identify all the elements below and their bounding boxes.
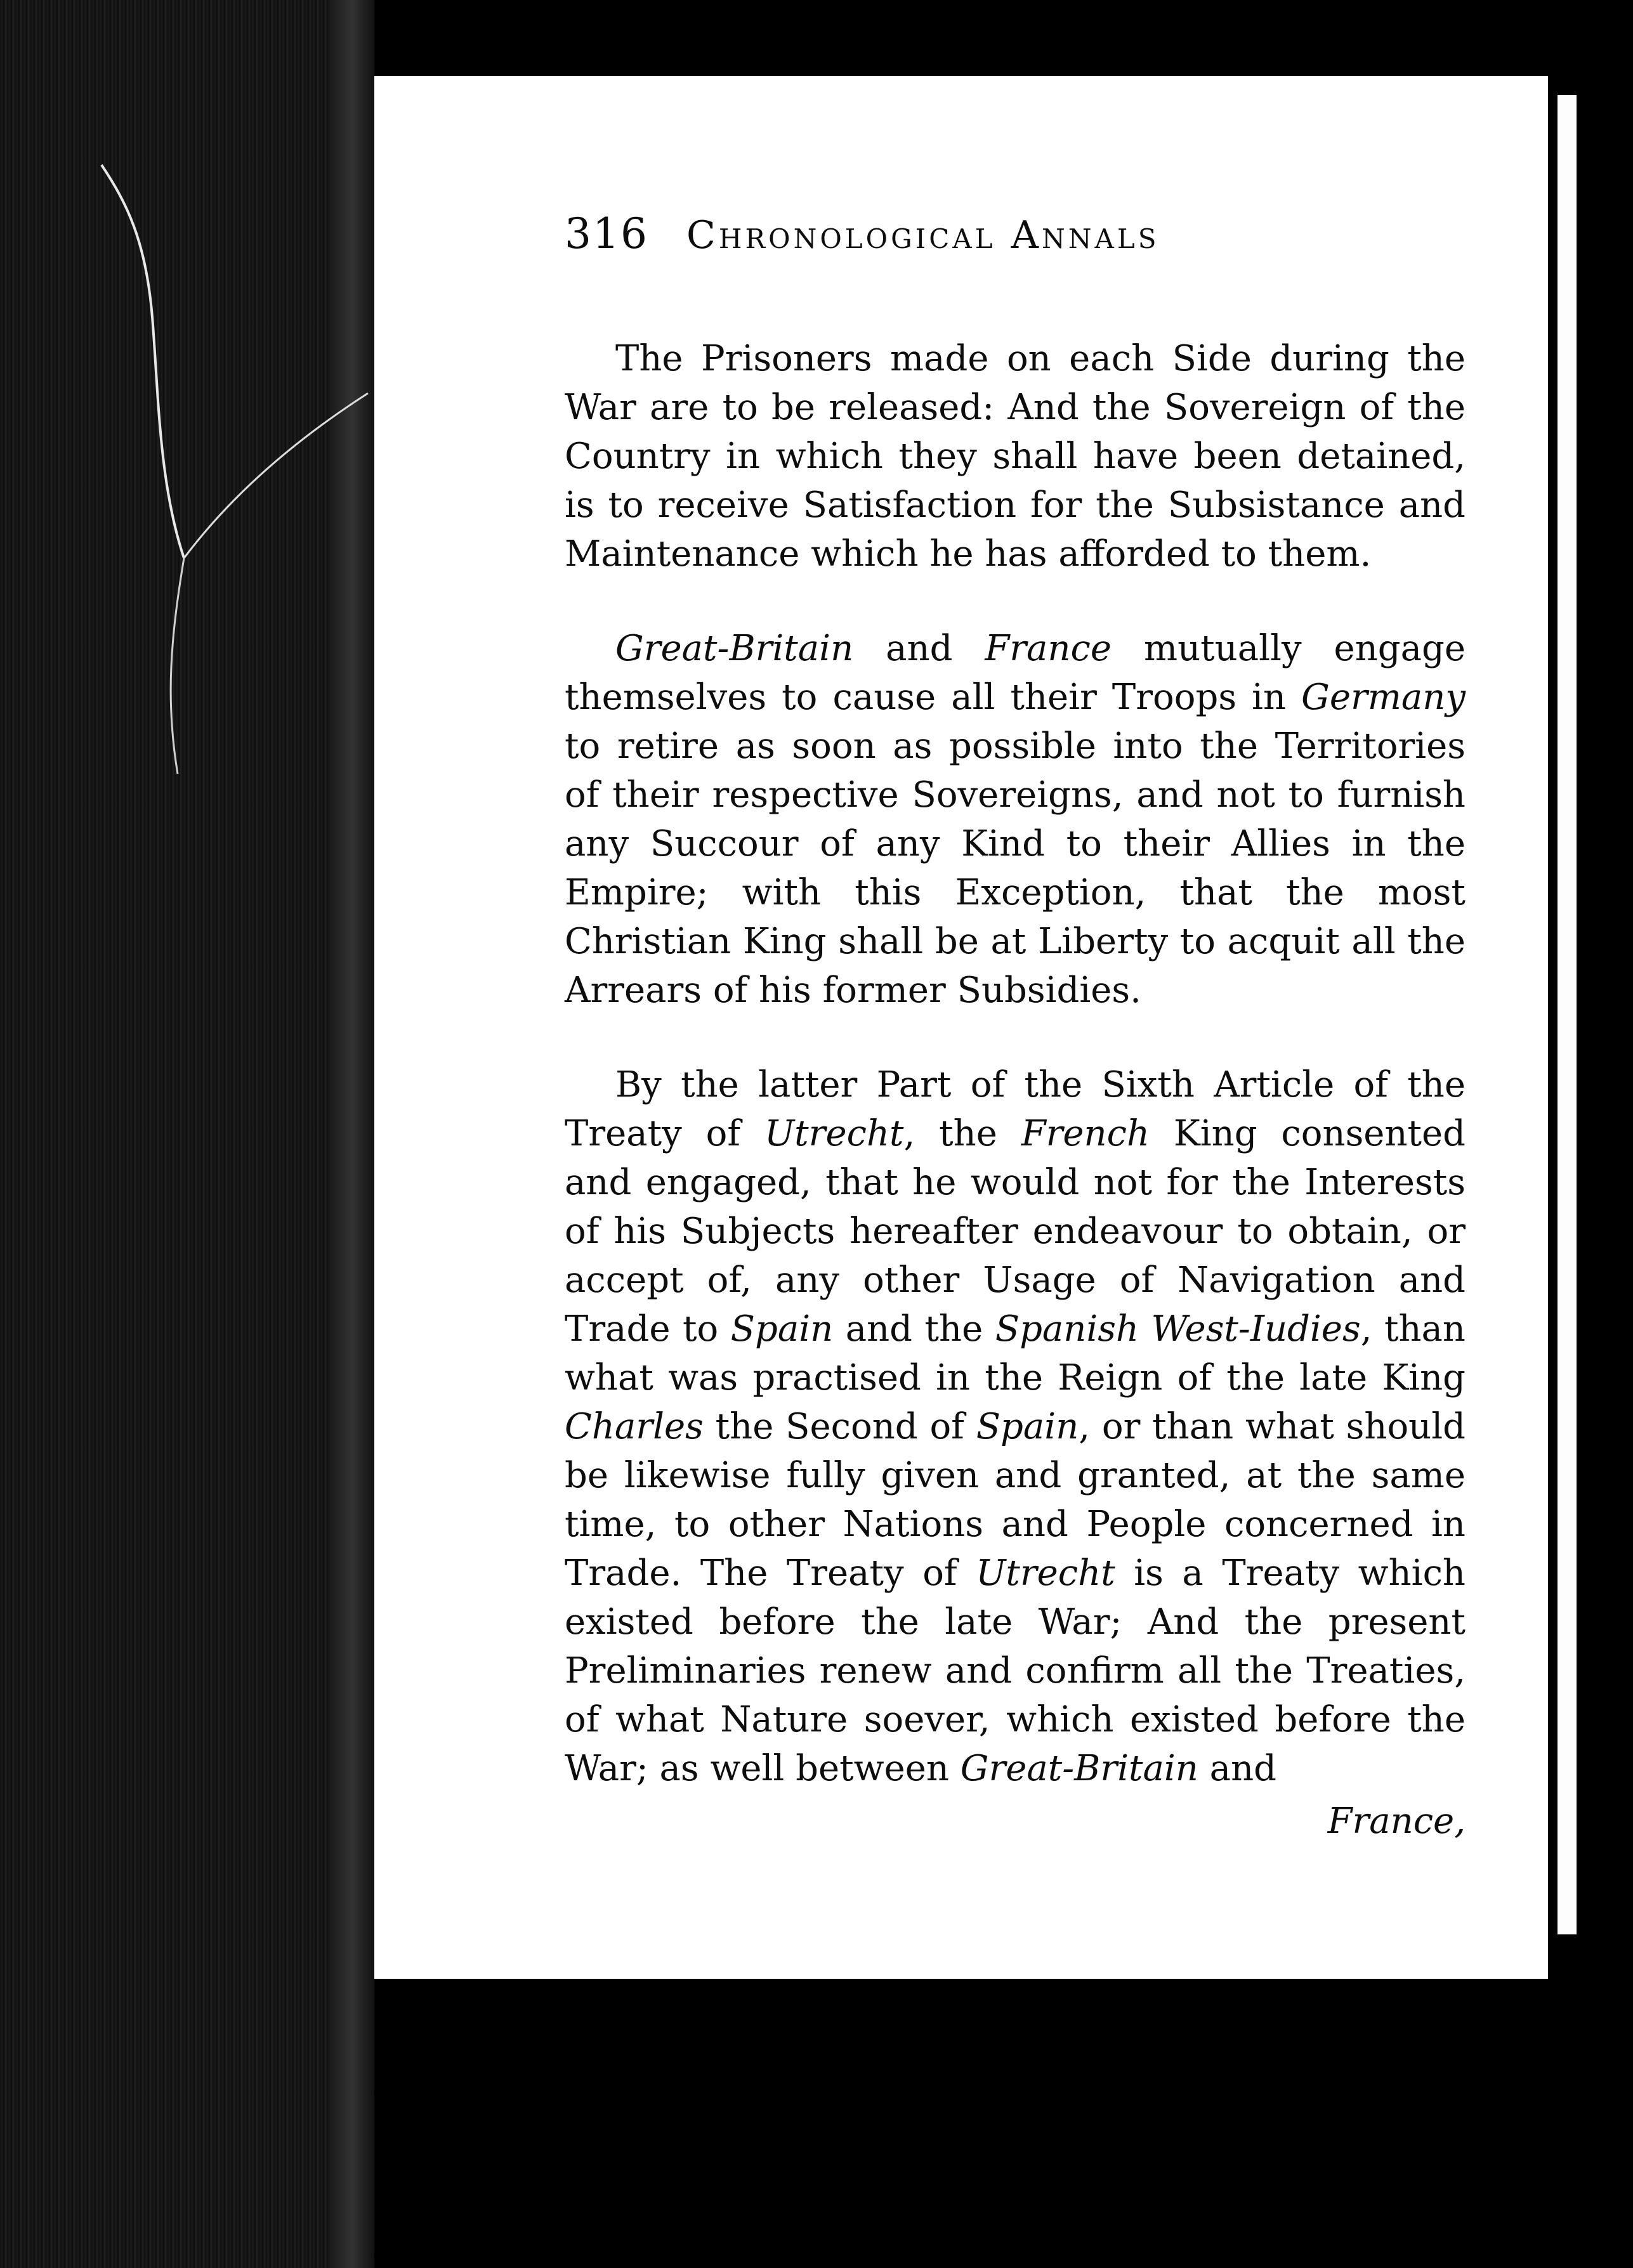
page-text-block — [565, 209, 1466, 1846]
text-run: and — [1198, 1748, 1276, 1789]
text-run: mutually engage themselves to cause all their Troops in — [565, 628, 1466, 718]
text-run: and — [853, 628, 985, 669]
italic-run: Utrecht — [976, 1553, 1115, 1594]
catchword: France, — [1327, 1801, 1466, 1842]
italic-run: Spanish West-Iudies — [995, 1308, 1361, 1350]
loose-thread — [89, 152, 381, 786]
paragraph-troops — [565, 624, 1466, 1015]
text-run: The Prisoners made on each Side during the War are to be released: And the Sovereign of the Country in which they shall have been detained, is to receive Satisfaction for the Subsistance and Maintenance which he has afforded to them. — [565, 338, 1466, 575]
text-run: , than what was practised in the Reign of the late King — [565, 1308, 1466, 1398]
italic-run: Great-Britain — [615, 628, 854, 669]
italic-run: Spain — [730, 1308, 834, 1350]
text-run: the Second of — [703, 1406, 976, 1447]
text-run: King consented and engaged, that he would not for the Interests of his Subjects hereafter endeavour to obtain, or accept of, any other Usage of Navigation and Trade to — [565, 1113, 1466, 1350]
text-run: , the — [903, 1113, 1021, 1154]
text-run: and the — [833, 1308, 995, 1350]
running-head — [565, 209, 1466, 258]
page-number: 316 — [565, 209, 648, 258]
next-page-sliver — [1558, 95, 1577, 1934]
italic-run: Germany — [1301, 677, 1466, 718]
running-head-title: Chronological Annals — [686, 213, 1160, 257]
italic-run: Great-Britain — [960, 1748, 1198, 1789]
paragraph-treaty-utrecht — [565, 1060, 1466, 1793]
italic-run: Spain — [976, 1406, 1079, 1447]
italic-run: France — [985, 628, 1112, 669]
text-run: is a Treaty which existed before the late War; And the present Preliminaries renew and confirm all the Treaties, of what Nature soever, which existed before the War; as well between — [565, 1553, 1466, 1789]
paragraph-prisoners — [565, 334, 1466, 578]
text-run: By the latter Part of the Sixth Article of the Treaty of — [565, 1064, 1466, 1154]
text-run: , or than what should be likewise fully given and granted, at the same time, to other Nations and People concerned in Trade. The Treaty of — [565, 1406, 1466, 1594]
italic-run: Charles — [565, 1406, 704, 1447]
italic-run: Utrecht — [764, 1113, 904, 1154]
italic-run: French — [1021, 1113, 1150, 1154]
text-run: to retire as soon as possible into the Territories of their respective Sovereigns, and not to furnish any Succour of any Kind to their Allies in the Empire; with this Exception, that the most Christian King shall be at Liberty to acquit all the Arrears of his former Subsidies. — [565, 726, 1466, 1011]
